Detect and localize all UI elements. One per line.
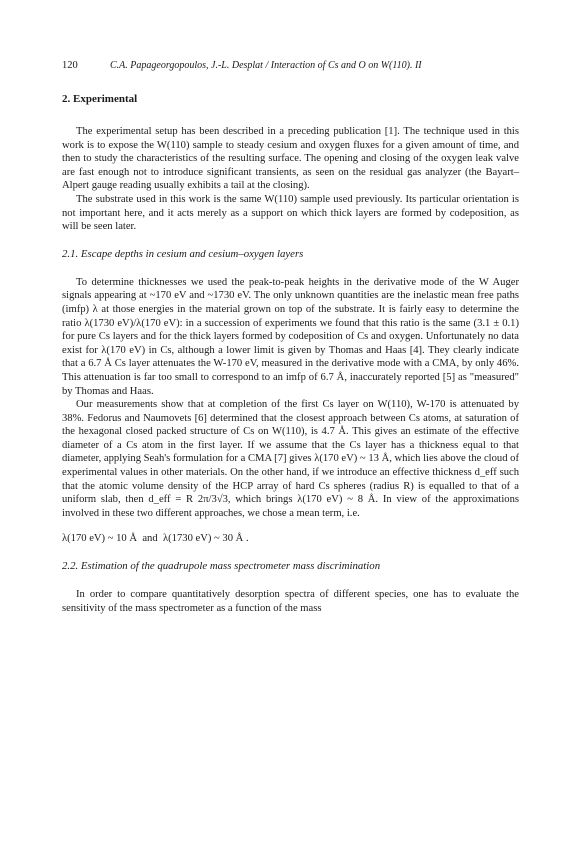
- paragraph: The substrate used in this work is the same W(110) sample used previously. Its particular orientation is not important here, and it acts merely as a support on which thick layers are formed by codeposition, as will be seen later.: [62, 193, 519, 233]
- page-number: 120: [62, 60, 78, 71]
- subsection-heading: 2.1. Escape depths in cesium and cesium–oxygen layers: [62, 247, 304, 260]
- running-title: C.A. Papageorgopoulos, J.-L. Desplat / Interaction of Cs and O on W(110). II: [110, 60, 422, 71]
- paragraph: The experimental setup has been described in a preceding publication [1]. The technique used in this work is to expose the W(110) sample to steady cesium and oxygen fluxes for a given amount of time, and then to study the characteristics of the resulting surface. The opening and closing of the oxygen leak valve are fast enough not to introduce significant transients, as seen on the residual gas analyzer (the Bayart–Alpert gauge reading usually exhibits a tail at the closing).: [62, 126, 519, 192]
- equation: [62, 532, 519, 546]
- article-body: [62, 92, 519, 615]
- equation-right: λ(1730 eV) ~ 30 Å .: [163, 533, 249, 545]
- running-header: [62, 59, 522, 72]
- subsection-heading: 2.2. Estimation of the quadrupole mass spectrometer mass discrimination: [62, 560, 381, 573]
- paragraph: To determine thicknesses we used the peak-to-peak heights in the derivative mode of the W Auger signals appearing at ~170 eV and ~1730 eV. The only unknown quantities are the inelastic mean free paths (imfp) λ at those energies in the material grown on top of the substrate. It is fairly easy to determine the ratio λ(1730 eV)/λ(170 eV): in a succession of experiments we found that this ratio is the same (3.1 ± 0.1) for pure Cs layers and for the thick layers formed by codeposition of Cs and oxygen. Unfortunately no data exist for λ(170 eV) in Cs, although a lower limit is given by Thomas and Haas [4]. They clearly indicate that a 6.7 Å Cs layer attenuates the W-170 eV, measured in the derivative mode with a CMA, by only 46%. This attenuation is far too small to correspond to an imfp of 6.7 Å, inaccurately reported [5] as "measured" by Thomas and Haas.: [62, 276, 519, 397]
- paragraph: Our measurements show that at completion of the first Cs layer on W(110), W-170 is attenuated by 38%. Fedorus and Naumovets [6] determined that the closest approach between Cs atoms, at saturation of the hexagonal closed packed structure of Cs on W(110), is 4.7 Å. This gives an estimate of the effective diameter of a Cs atom in the first layer. If we assume that the Cs layer has a thickness equal to that diameter, applying Seah's formulation for a CMA [7] gives λ(170 eV) ~ 13 Å, which lies above the cloud of experimental values in other materials. On the other hand, if we introduce an effective thickness d_eff such that the atomic volume density of the HCP array of hard Cs spheres (radius R) is equalled to that of a uniform slab, then d_eff = R 2π/3√3, which brings λ(170 eV) ~ 8 Å. In view of the approximations involved in these two different approaches, we chose a mean term, i.e.: [62, 399, 519, 519]
- equation-left: λ(170 eV) ~ 10 Å: [62, 533, 138, 545]
- paragraph: In order to compare quantitatively desorption spectra of different species, one has to evaluate the sensitivity of the mass spectrometer as a function of the mass: [62, 589, 519, 614]
- section-heading: 2. Experimental: [62, 93, 138, 105]
- equation-joiner: and: [142, 533, 158, 545]
